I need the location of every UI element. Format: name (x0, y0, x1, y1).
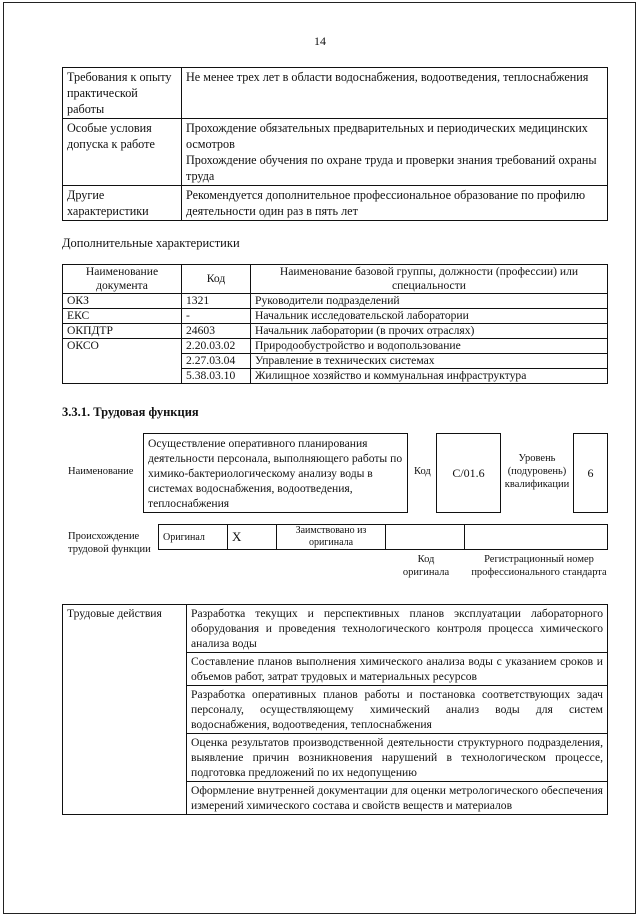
code-cell: 1321 (182, 294, 251, 309)
origin-table (158, 524, 608, 550)
name-label: Наименование (68, 466, 134, 477)
name-cell: Начальник исследовательской лаборатории (251, 309, 608, 324)
actions-table (62, 604, 608, 815)
requirements-table (62, 67, 608, 221)
function-name: Осуществление оперативного планирования деятельности персонала, выполняющего работы по химико-бактериологическому анализу воды в системах водоснабжения, водоотведения, теплоснабжения (148, 437, 403, 510)
table-row (159, 525, 608, 550)
requirement-value (182, 68, 608, 119)
action-item: Разработка оперативных планов работы и постановка соответствующих задач персоналу, осуществляющему химический анализ воды для систем водоснабжения, водоотведения, теплоснабжения (187, 686, 608, 734)
requirement-label: Другие характеристики (63, 186, 182, 221)
code-cell: 2.20.03.02 (182, 339, 251, 354)
section-title: 3.3.1. Трудовая функция (62, 405, 199, 419)
requirement-line: Не менее трех лет в области водоснабжения, водоотведения, теплоснабжения (186, 70, 589, 84)
doc-cell: ОКЗ (63, 294, 182, 309)
requirement-label: Требования к опыту практической работы (63, 68, 182, 119)
name-cell: Управление в технических системах (251, 354, 608, 369)
function-code-box (436, 433, 501, 513)
name-cell: Природообустройство и водопользование (251, 339, 608, 354)
table-row (63, 294, 608, 309)
table-row (63, 119, 608, 186)
original-code-cell (386, 525, 465, 550)
header-document: Наименование документа (63, 265, 182, 294)
original-label: Оригинал (159, 525, 228, 550)
name-cell: Жилищное хозяйство и коммунальная инфраструктура (251, 369, 608, 384)
code-cell: 5.38.03.10 (182, 369, 251, 384)
code-cell: 2.27.03.04 (182, 354, 251, 369)
requirement-line: Прохождение обучения по охране труда и проверки знания требований охраны труда (186, 153, 597, 183)
code-cell: - (182, 309, 251, 324)
page-number: 14 (314, 34, 326, 48)
additional-table (62, 264, 608, 384)
table-header-row (63, 265, 608, 294)
origin-label: Происхождение трудовой функции (68, 531, 151, 555)
code-original-caption: Код оригинала (402, 554, 450, 578)
header-code: Код (182, 265, 251, 294)
doc-cell: ЕКС (63, 309, 182, 324)
actions-label: Трудовые действия (63, 605, 187, 815)
reg-number-caption: Регистрационный номер профессионального стандарта (471, 554, 607, 578)
header-name: Наименование базовой группы, должности (профессии) или специальности (251, 265, 608, 294)
function-level: 6 (587, 465, 594, 480)
name-cell: Руководители подразделений (251, 294, 608, 309)
code-cell: 24603 (182, 324, 251, 339)
name-cell: Начальник лаборатории (в прочих отраслях) (251, 324, 608, 339)
doc-cell: ОКСО (63, 339, 182, 384)
requirement-label: Особые условия допуска к работе (63, 119, 182, 186)
function-name-box (143, 433, 408, 513)
function-level-box (573, 433, 608, 513)
table-row (63, 605, 608, 653)
original-mark: X (228, 525, 277, 550)
function-code: C/01.6 (452, 465, 485, 480)
additional-heading: Дополнительные характеристики (62, 236, 240, 250)
table-row (63, 309, 608, 324)
level-label: Уровень (подуровень) квалификации (504, 453, 570, 490)
reg-number-cell (465, 525, 608, 550)
table-row (63, 186, 608, 221)
action-item: Оформление внутренней документации для оценки метрологического обеспечения измерений химического состава и свойств веществ и материалов (187, 782, 608, 815)
table-row (63, 324, 608, 339)
doc-cell: ОКПДТР (63, 324, 182, 339)
action-item: Составление планов выполнения химического анализа воды с указанием сроков и объемов работ, затрат трудовых и материальных ресурсов (187, 653, 608, 686)
table-row (63, 68, 608, 119)
requirement-value (182, 186, 608, 221)
borrowed-label: Заимствовано из оригинала (277, 525, 386, 550)
action-item: Оценка результатов производственной деятельности структурного подразделения, выявление причин возникновения нарушений в технологическом процессе, подготовка предложений по их недопущению (187, 734, 608, 782)
requirement-line: Прохождение обязательных предварительных и периодических медицинских осмотров (186, 121, 588, 151)
code-label: Код (414, 466, 431, 477)
requirement-value (182, 119, 608, 186)
action-item: Разработка текущих и перспективных планов эксплуатации лабораторного оборудования и проведения технологического контроля процесса химического анализа воды (187, 605, 608, 653)
requirement-line: Рекомендуется дополнительное профессиональное образование по профилю деятельности один раз в пять лет (186, 188, 586, 218)
table-row (63, 339, 608, 354)
